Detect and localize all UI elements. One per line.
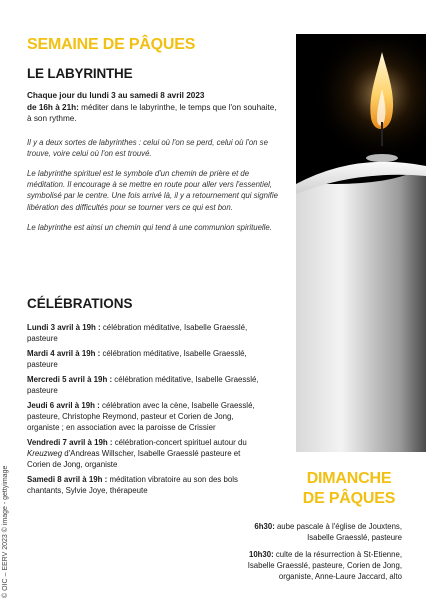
event-item [27,322,259,344]
page-title: SEMAINE DE PÂQUES [27,36,196,53]
event-text: célébration méditative, Isabelle Graesslé, pasteure [27,323,248,343]
labyrinthe-para1: Le labyrinthe spirituel est le symbole d'un chemin de prière et de méditation. Il encourage à se mettre en route pour aller vers l'essentiel, symbolisé par le centre. Une fois arrivé là, il y a retournement qui signifie libération des difficultés pour se tourner vers ce qui est bon. [27,168,278,212]
event-text: célébration méditative, Isabelle Graesslé, pasteure [27,375,259,395]
event-text: méditation vibratoire au son des bols chantants, Sylvie Joye, thérapeute [27,475,238,495]
dimanche-time: 6h30: [254,522,275,531]
dimanche-heading [286,469,412,509]
event-text: célébration méditative, Isabelle Graesslé, pasteure [27,349,247,369]
candle-photo [296,34,426,452]
dimanche-item [244,549,402,582]
event-item [27,474,259,496]
dimanche-heading-line1: DIMANCHE [306,470,392,487]
candle-illustration [296,34,426,452]
celebrations-list [27,322,259,500]
event-when: Samedi 8 avril à 19h : [27,475,108,484]
event-item [27,374,259,396]
celebrations-heading: CÉLÉBRATIONS [27,296,133,311]
event-when: Mardi 4 avril à 19h : [27,349,101,358]
dimanche-text: aube pascale à l'église de Jouxtens, Isabelle Graesslé, pasteure [274,522,402,542]
event-text: célébration-concert spirituel autour du [112,438,247,447]
event-text-italic: Kreuzweg [27,449,63,458]
event-item [27,400,259,433]
labyrinthe-para2: Le labyrinthe est ainsi un chemin qui tend à une communion spirituelle. [27,222,272,232]
event-item [27,437,259,470]
labyrinthe-quote: Il y a deux sortes de labyrinthes : celui où l'on se perd, celui où l'on se trouve, voire celui où l'on est trouvé. [27,137,268,158]
event-when: Lundi 3 avril à 19h : [27,323,101,332]
event-when: Vendredi 7 avril à 19h : [27,438,113,447]
labyrinthe-heading: LE LABYRINTHE [27,66,133,81]
dimanche-text: culte de la résurrection à St-Etienne, Isabelle Graesslé, pasteure, Corien de Jong, organiste, Anne-Laure Jaccard, alto [247,550,402,581]
dimanche-list [244,521,402,588]
event-when: Mercredi 5 avril à 19h : [27,375,113,384]
event-item [27,348,259,370]
schedule-hours: de 16h à 21h: [27,102,79,112]
dimanche-heading-line2: DE PÂQUES [302,490,396,507]
dimanche-item [244,521,402,543]
event-when: Jeudi 6 avril à 19h : [27,401,100,410]
event-text: d'Andreas Willscher, Isabelle Graesslé pasteure et Corien de Jong, organiste [27,449,241,469]
dimanche-time: 10h30: [248,550,274,559]
event-text: célébration avec la cène, Isabelle Graesslé, pasteure, Christophe Reymond, pasteur et Corien de Jong, organiste ; en association avec la paroisse de Crissier [27,401,255,432]
schedule-text: méditer dans le labyrinthe, le temps que l'on souhaite, à son rythme. [27,102,277,123]
image-credit: © OIC – EERV 2023 © image - gettyimage [2,465,9,598]
labyrinthe-section [27,36,283,242]
labyrinthe-schedule [27,90,283,125]
schedule-dates: Chaque jour du lundi 3 au samedi 8 avril 2023 [27,91,205,100]
